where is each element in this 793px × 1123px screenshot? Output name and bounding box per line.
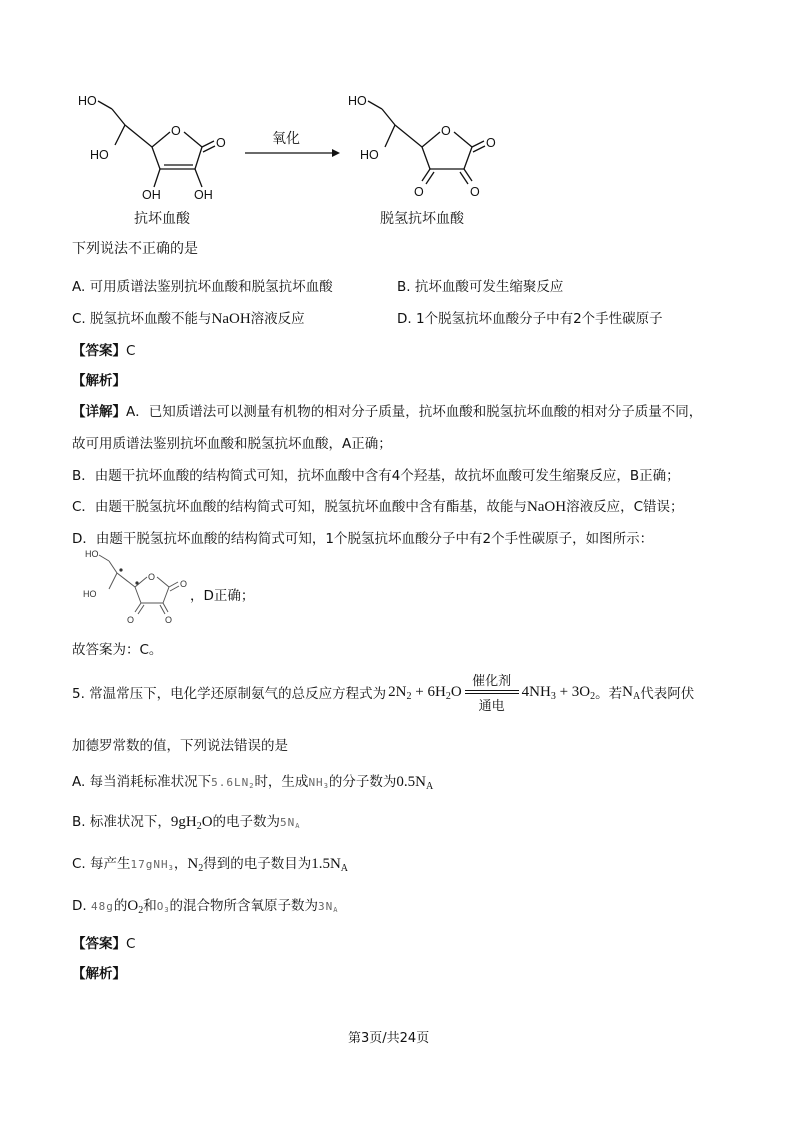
- q4-option-c-formula: NaOH: [211, 311, 251, 327]
- q4-conclusion: 故答案为：C。: [72, 642, 163, 658]
- q5-opt-c-pre: C. 每产生: [72, 856, 131, 872]
- q5-opt-d-pre: D.: [72, 898, 87, 914]
- q5-opt-b-q-text: 9gH: [170, 814, 197, 830]
- arrow-label: 氧化: [272, 130, 300, 146]
- chiral-marker-1: [119, 568, 122, 571]
- q5-eq-o: O: [450, 683, 462, 700]
- q5-opt-a-nh3-text: NH: [308, 776, 324, 789]
- atom-o-right-1: O: [414, 185, 424, 199]
- atom-oh-left-2: OH: [194, 188, 213, 202]
- q5-opt-b-q-sub: 2: [196, 821, 202, 832]
- q5-stem-line1: [72, 664, 694, 720]
- q5-opt-a-val-text: 0.5N: [396, 774, 426, 790]
- q4-option-d: D. 1个脱氢抗坏血酸分子中有2个手性碳原子: [397, 311, 663, 327]
- q5-opt-b-q-tail: O: [201, 814, 213, 830]
- q5-eq-n-sub: 2: [406, 690, 412, 702]
- q5-answer-label: 【答案】: [72, 936, 126, 952]
- atom-o-ring-right: O: [441, 124, 451, 138]
- q5-eq-right: [522, 684, 595, 701]
- atom-ho-mid-left: HO: [90, 148, 109, 162]
- q5-opt-c-n2: [187, 856, 203, 872]
- q5-opt-a-val-sub: A: [426, 781, 434, 792]
- q5-opt-c-q: [131, 858, 174, 871]
- q5-opt-c-val-text: 1.5N: [311, 856, 341, 872]
- q4-detail-c-pre: C．由题干脱氢抗坏血酸的结构简式可知，脱氢抗坏血酸中含有酯基，故能与: [72, 499, 527, 515]
- q4-detail-b: B．由题干抗坏血酸的结构简式可知，抗坏血酸中含有4个羟基，故抗坏血酸可发生缩聚反应，B正确；: [72, 468, 680, 484]
- q5-opt-d-val-sub: A: [333, 906, 339, 914]
- atom-oh-left-1: OH: [142, 188, 161, 202]
- q5-opt-b-post: 的电子数为: [212, 814, 281, 830]
- q5-option-c: [72, 852, 348, 873]
- q5-option-a: [72, 770, 433, 791]
- q4-detail-c-formula: NaOH: [526, 499, 567, 515]
- q5-eq-nh3: 4NH: [521, 683, 551, 700]
- right-molecule-name: 脱氢抗坏血酸: [380, 211, 464, 227]
- q5-opt-c-n2-text: N: [187, 856, 199, 872]
- q5-eq-condition: 通电: [478, 699, 505, 714]
- q4-option-c-post: 溶液反应: [250, 311, 305, 327]
- chiral-atom-o-2: O: [165, 615, 173, 625]
- q4-option-c: [72, 307, 305, 328]
- q4-option-a: A. 可用质谱法鉴别抗坏血酸和脱氢抗坏血酸: [72, 279, 333, 295]
- q5-opt-c-val: [311, 856, 348, 872]
- q4-detail-c: [72, 495, 684, 516]
- chiral-atom-o-carbonyl: O: [180, 579, 188, 589]
- atom-o-ring-left: O: [171, 124, 181, 138]
- q4-detail-a-line1: [72, 400, 702, 420]
- q5-eq-n: 2N: [388, 683, 407, 700]
- q5-eq-nh3-sub: 3: [550, 690, 556, 702]
- q5-opt-a-nh3-sub: 3: [323, 782, 329, 790]
- q5-opt-d-val: [318, 900, 338, 913]
- chiral-atom-o-1: O: [127, 615, 135, 625]
- q5-opt-b-val: [280, 816, 300, 829]
- q5-eq-o2-sub: 2: [590, 690, 596, 702]
- q5-opt-a-pre: A. 每当消耗标准状况下: [72, 774, 212, 790]
- q4-option-c-pre: C. 脱氢抗坏血酸不能与: [72, 311, 212, 327]
- chiral-atom-ho-top: HO: [85, 549, 99, 559]
- q5-eq-left: [388, 684, 461, 701]
- chiral-atom-o-ring: O: [148, 572, 156, 582]
- chiral-atom-ho-mid: HO: [83, 589, 97, 599]
- q4-answer-value: C: [126, 343, 136, 359]
- q5-opt-c-sep: ，: [173, 856, 188, 872]
- q5-eq-equals: [465, 690, 519, 694]
- q4-detail-a-line2: 故可用质谱法鉴别抗坏血酸和脱氢抗坏血酸，A正确；: [72, 436, 392, 452]
- q5-opt-d-o2-sub: 2: [138, 905, 144, 916]
- q5-answer: [72, 932, 135, 952]
- page-footer: 第3页/共24页: [348, 1031, 430, 1046]
- q5-opt-b-val-text: 5N: [280, 816, 296, 829]
- q5-opt-c-val-sub: A: [340, 863, 349, 874]
- atom-o-carbonyl-right: O: [486, 136, 496, 150]
- q5-opt-d-mid1: 的: [113, 898, 128, 914]
- q5-opt-c-q-sub: 3: [168, 864, 174, 872]
- chiral-carbon-figure: [75, 545, 195, 630]
- q5-eq-h2o-sub: 2: [445, 690, 451, 702]
- q5-analysis-label: 【解析】: [72, 966, 126, 982]
- q5-opt-d-o2: [127, 898, 143, 914]
- q5-stem-line2: 加德罗常数的值，下列说法错误的是: [72, 738, 288, 754]
- q5-eq-catalyst: 催化剂: [472, 674, 512, 689]
- atom-ho-top-right: HO: [348, 94, 367, 108]
- q5-opt-d-post: 的混合物所含氧原子数为: [169, 898, 319, 914]
- q5-opt-a-post: 的分子数为: [328, 774, 397, 790]
- chiral-marker-2: [135, 581, 138, 584]
- q5-answer-value: C: [126, 936, 136, 952]
- q5-na-sub: A: [632, 690, 641, 702]
- q5-opt-a-nh3: [308, 776, 328, 789]
- q5-eq-plus: + 6H: [415, 683, 446, 700]
- q4-detail-c-post: 溶液反应，C错误；: [566, 499, 684, 515]
- q4-stem: 下列说法不正确的是: [72, 241, 198, 257]
- q5-opt-a-q: [211, 776, 254, 789]
- q5-eq-o2: + 3O: [559, 683, 591, 700]
- atom-o-right-2: O: [470, 185, 480, 199]
- q5-opt-b-pre: B. 标准状况下，: [72, 814, 171, 830]
- atom-ho-mid-right: HO: [360, 148, 379, 162]
- atom-ho-top-left: HO: [78, 94, 97, 108]
- q4-analysis-label: 【解析】: [72, 373, 126, 389]
- q5-stem-mid: 。若: [595, 686, 623, 702]
- q5-opt-c-post: 得到的电子数目为: [203, 856, 312, 872]
- q5-opt-a-q-sub: 2: [249, 782, 255, 790]
- q5-stem-post: 代表阿伏: [640, 686, 695, 702]
- q5-opt-a-q-text: 5.6LN: [211, 776, 250, 789]
- q5-opt-d-o3-sub: 3: [164, 906, 170, 914]
- q4-detail-label: 【详解】: [72, 404, 126, 420]
- q4-answer: [72, 339, 135, 359]
- q5-opt-b-q: [171, 814, 213, 830]
- q4-detail-a1: A．已知质谱法可以测量有机物的相对分子质量，抗坏血酸和脱氢抗坏血酸的相对分子质量不同，: [126, 404, 703, 420]
- q5-opt-c-q-text: 17gNH: [130, 858, 169, 871]
- q5-na: [622, 684, 640, 701]
- q5-na-n: N: [622, 683, 633, 700]
- q4-option-b: B. 抗坏血酸可发生缩聚反应: [397, 279, 564, 295]
- q5-opt-a-mid: 时，生成: [254, 774, 309, 790]
- q5-opt-d-val-text: 3N: [318, 900, 334, 913]
- q5-eq-arrow: [465, 670, 519, 714]
- q5-opt-b-val-sub: A: [295, 822, 301, 830]
- q4-detail-d-tail: ，D正确；: [190, 588, 255, 604]
- q5-opt-d-o2-text: O: [127, 898, 139, 914]
- q5-option-b: [72, 810, 301, 831]
- q5-option-d: [72, 894, 339, 915]
- q5-opt-d-o3-text: O: [156, 900, 165, 913]
- left-molecule-name: 抗坏血酸: [134, 211, 190, 227]
- q5-opt-c-n2-sub: 2: [198, 863, 204, 874]
- q5-opt-a-val: [396, 774, 433, 790]
- atom-o-carbonyl-left: O: [216, 136, 226, 150]
- q5-opt-d-mid2: 和: [143, 898, 157, 914]
- q5-opt-d-q: 48g: [90, 900, 114, 913]
- q5-stem-pre: 5. 常温常压下，电化学还原制氨气的总反应方程式为: [72, 686, 387, 702]
- q4-answer-label: 【答案】: [72, 343, 126, 359]
- q5-opt-d-o3: [157, 900, 170, 913]
- q4-detail-d: D．由题干脱氢抗坏血酸的结构简式可知，1个脱氢抗坏血酸分子中有2个手性碳原子，如图所示：: [72, 531, 654, 547]
